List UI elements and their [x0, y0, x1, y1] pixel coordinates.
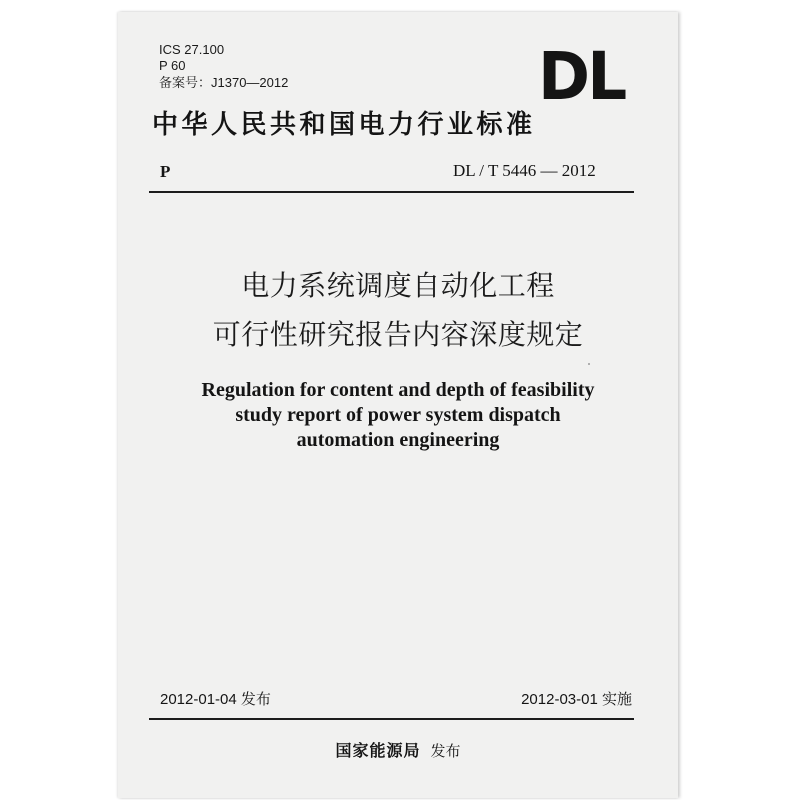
chinese-title-line-2: 可行性研究报告内容深度规定	[212, 318, 584, 351]
english-title-line-3: automation engineering	[296, 429, 500, 451]
publish-label: 发布	[430, 742, 461, 760]
english-title-line-2: study report of power system dispatch	[235, 404, 561, 426]
industry-standard-title: 中华人民共和国电力行业标准	[152, 110, 536, 140]
record-number: 备案号：J1370—2012	[159, 75, 289, 90]
dl-logo: DL	[538, 38, 625, 115]
bottom-divider	[149, 718, 634, 720]
issue-date: 2012-01-04 发布	[160, 691, 271, 708]
implementation-date: 2012-03-01 实施	[521, 691, 632, 708]
chinese-title-line-1: 电力系统调度自动化工程	[241, 269, 555, 302]
category-code: P	[160, 162, 171, 181]
print-speck	[588, 363, 590, 365]
standard-cover	[118, 12, 678, 798]
publisher-line	[118, 738, 678, 761]
standard-number: DL / T 5446 — 2012	[453, 161, 596, 180]
publisher-name: 国家能源局	[335, 741, 421, 760]
classification-code: P 60	[159, 58, 186, 73]
english-title-line-1: Regulation for content and depth of feasibility	[201, 379, 595, 401]
ics-code: ICS 27.100	[159, 42, 225, 57]
top-divider	[149, 191, 634, 193]
